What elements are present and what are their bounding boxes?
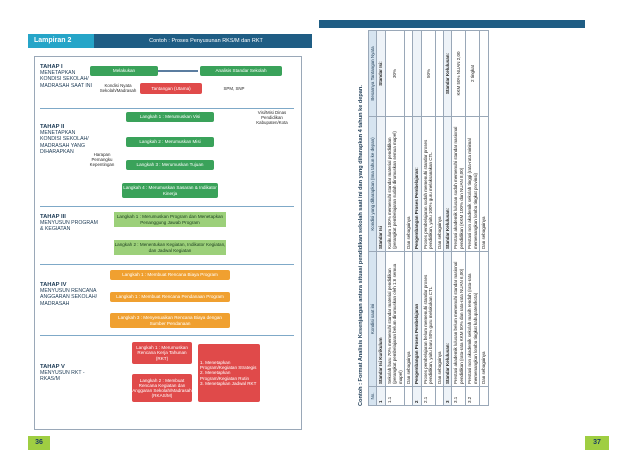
table-cell-future: Dan sebagainya [435, 117, 443, 252]
stage-3-label: TAHAP III MENYUSUN PROGRAM & KEGIATAN [40, 214, 98, 233]
table-cell-no: 3.1 [452, 387, 466, 406]
stage-1-label: TAHAP I MENETAPKAN KONDISI SEKOLAH/ MADRASAH SAAT INI [40, 64, 92, 89]
table-cell-no: 3.2 [466, 387, 480, 406]
arrow [158, 70, 198, 72]
table-cell-future: Pengembangan Proses Pembelajaran: [413, 117, 421, 252]
tantangan-box: Tantangan (Utama) [140, 83, 202, 94]
table-cell-no [435, 387, 443, 406]
table-row [435, 31, 443, 406]
table-cell-gap: Standar Isi: [377, 31, 385, 117]
stage-divider [40, 335, 294, 336]
melakukan-box: Melakukan [90, 66, 158, 76]
harapan-label: Harapan Pemangku Kepentingan [89, 152, 115, 167]
langkah4-sasaran-box: Langkah 4 : Merumuskan Sasaran & Indikator Kinerja [122, 183, 218, 198]
table-cell-future: Kurikulum 100% memenuhi standar material pendidikan (perangkat pembelajaran sudah dirumuskan semua mapel) [385, 117, 404, 252]
tahap3-langkah2-box: Langkah 2 : Menentukan Kegiatan, Indikator Kegiatan, dan Jadwal Kegiatan [114, 240, 226, 255]
page-number-left: 36 [28, 436, 50, 450]
header-title: Contoh : Proses Penyusunan RKS/M dan RKT [149, 38, 263, 44]
analisis-standar-box: Analisis Standar Sekolah [200, 66, 282, 76]
table-row [413, 31, 421, 406]
tahap5-step-2: 2. Menetapkan Program/Kegiatan Rutin [200, 370, 250, 381]
table-cell-gap: Standar Kelulusan: [444, 31, 452, 117]
table-cell-now: Pengembangan Proses Pembelajaran [413, 252, 421, 387]
table-cell-now: Dan sebagainya [405, 252, 413, 387]
table-row [444, 31, 452, 406]
langkah1-visi-box: Langkah 1 : Merumuskan Visi [126, 112, 214, 122]
table-cell-future: Dan sebagainya [480, 117, 488, 252]
table-cell-gap: 2 tingkat [466, 31, 480, 117]
col-tantangan: Besarnya Tantangan Nyata [369, 31, 377, 117]
stage-5-label: TAHAP V MENYUSUN RKT - RKAS/M [40, 364, 85, 383]
stage-4-label: TAHAP IV MENYUSUN RENCANA ANGGARAN SEKOLAH/ MADRASAH [40, 282, 98, 307]
table-cell-gap: 50% [421, 31, 435, 117]
table-row [385, 31, 404, 406]
table-body [377, 31, 488, 406]
table-cell-future: Dan sebagainya [405, 117, 413, 252]
tahap4-langkah1-box: Langkah 1 : Membuat Rencana Biaya Program [110, 270, 230, 280]
table-cell-no: 3 [444, 387, 452, 406]
table-cell-now: Dan sebagainya [480, 252, 488, 387]
tahap4-langkah2-box: Langkah 1 : Membuat Rencana Pendanaan Program [110, 292, 230, 302]
table-cell-gap [480, 31, 488, 117]
table-cell-gap [405, 31, 413, 117]
table-cell-no: 2 [413, 387, 421, 406]
table-row [405, 31, 413, 406]
visi-misi-dinas-label: Visi/Misi Dinas Pendidikan Kabupaten/Kota [256, 110, 288, 125]
table-cell-gap [413, 31, 421, 117]
table-cell-now: Sekolah baru 70% memenuhi standar material pendidikan (perangkat pembelajaran belum dirumuskan oleh 1:6 semua mapel) [385, 252, 404, 387]
page-number-right: 37 [585, 436, 609, 450]
table-row [452, 31, 466, 406]
table-cell-future: Proses pembelajaran sudah memenuhi standar proses pendidikan, yaitu 100% guru melaksanakan CTL [421, 117, 435, 252]
table-title: Contoh : Format Analisis Kesenjangan antara situasi pendidikan sekolah saat ini dan yang diharapkan 4 tahun ke depan. [358, 85, 364, 406]
langkah3-tujuan-box: Langkah 3 : Merumuskan Tujuan [126, 160, 214, 170]
tahap3-langkah1-box: Langkah 1 : Merumuskan Program dan Menetapkan Penanggung Jawab Program [114, 212, 226, 227]
table-cell-now: Standar Isi Kurikulum [377, 252, 385, 387]
stage-divider [40, 264, 294, 265]
col-kondisi-saat-ini: Kondisi saat ini [369, 252, 377, 387]
table-cell-now: Prestasi akademik lulusan belum memenuhi standar nasional pendidikan (rata-rata KKM 50% dan rata-rata NUAN 6,00) [452, 252, 466, 387]
col-no: No. [369, 387, 377, 406]
tahap5-langkah1-box: Langkah 1 : Merumuskan Rencana Kerja Tahunan (RKT) [132, 342, 192, 364]
tahap5-step-3: 3. Menetapkan Jadwal RKT [200, 380, 257, 386]
table-cell-no [405, 387, 413, 406]
table-cell-no: 1.1 [385, 387, 404, 406]
tahap5-step-1: 1. Menetapkan Program/Kegiatan Strategis [200, 359, 257, 371]
table-cell-gap: KKM 50% NUAN 2,00 [452, 31, 466, 117]
table-cell-gap [435, 31, 443, 117]
table-cell-gap: 30% [385, 31, 404, 117]
right-header-bar [319, 20, 585, 28]
table-cell-now: Proses pembelajaran belum memenuhi standar proses pendidikan, yaitu baru 50% guru melakukan CTL [421, 252, 435, 387]
stage-2-label: TAHAP II MENETAPKAN KONDISI SEKOLAH/ MADRASAH YANG DIHARAPKAN [40, 124, 89, 155]
table-cell-future: Prestasi non akademik sekolah tinggi (rata-rata minimal memenangkan lomba tingkat provinsi) [466, 117, 480, 252]
table-row [421, 31, 435, 406]
rotated-table-container [354, 30, 602, 406]
tahap5-steps-box [198, 344, 260, 402]
table-cell-no: 1 [377, 387, 385, 406]
table-row [480, 31, 488, 406]
table-cell-future: Prestasi akademik lulusan sudah memenuhi standar nasional pendidikan (KKM 100% dan NUAN 8,00) [452, 117, 466, 252]
langkah2-misi-box: Langkah 2 : Merumuskan Misi [126, 137, 214, 147]
table-cell-future: Standar Isi [377, 117, 385, 252]
kondisi-nyata-label: Kondisi Nyata Sekolah/Madrasah [99, 83, 137, 93]
table-cell-no: 2.1 [421, 387, 435, 406]
stage-divider [40, 108, 294, 109]
spm-snp-label: SPM, SNP [223, 86, 245, 91]
table-cell-now: Dan sebagainya [435, 252, 443, 387]
table-header-row [369, 31, 377, 406]
lampiran-tab: Lampiran 2 [28, 34, 94, 48]
table-cell-future: Standar Kelulusan: [444, 117, 452, 252]
tahap5-langkah2-box: Langkah 2 : Membuat Rencana Kegiatan dan Anggaran Sekolah/Madrasah (RKAS/M) [132, 374, 192, 402]
table-cell-now: Prestasi non akademik sekolah masih rendah (rata-rata memenangkan lomba tingkat kabupaten/kota) [466, 252, 480, 387]
table-cell-no [480, 387, 488, 406]
tahap4-langkah3-box: Langkah 3 : Menyesuaikan Rencana Biaya dengan Sumber Pendanaan [110, 313, 230, 328]
col-kondisi-diharapkan: Kondisi yang diharapkan (Ima tahun ke depan) [369, 117, 377, 252]
gap-analysis-table [368, 30, 489, 406]
stage-divider [40, 206, 294, 207]
table-row [466, 31, 480, 406]
table-row [377, 31, 385, 406]
table-cell-now: Standar Kelulusan: [444, 252, 452, 387]
